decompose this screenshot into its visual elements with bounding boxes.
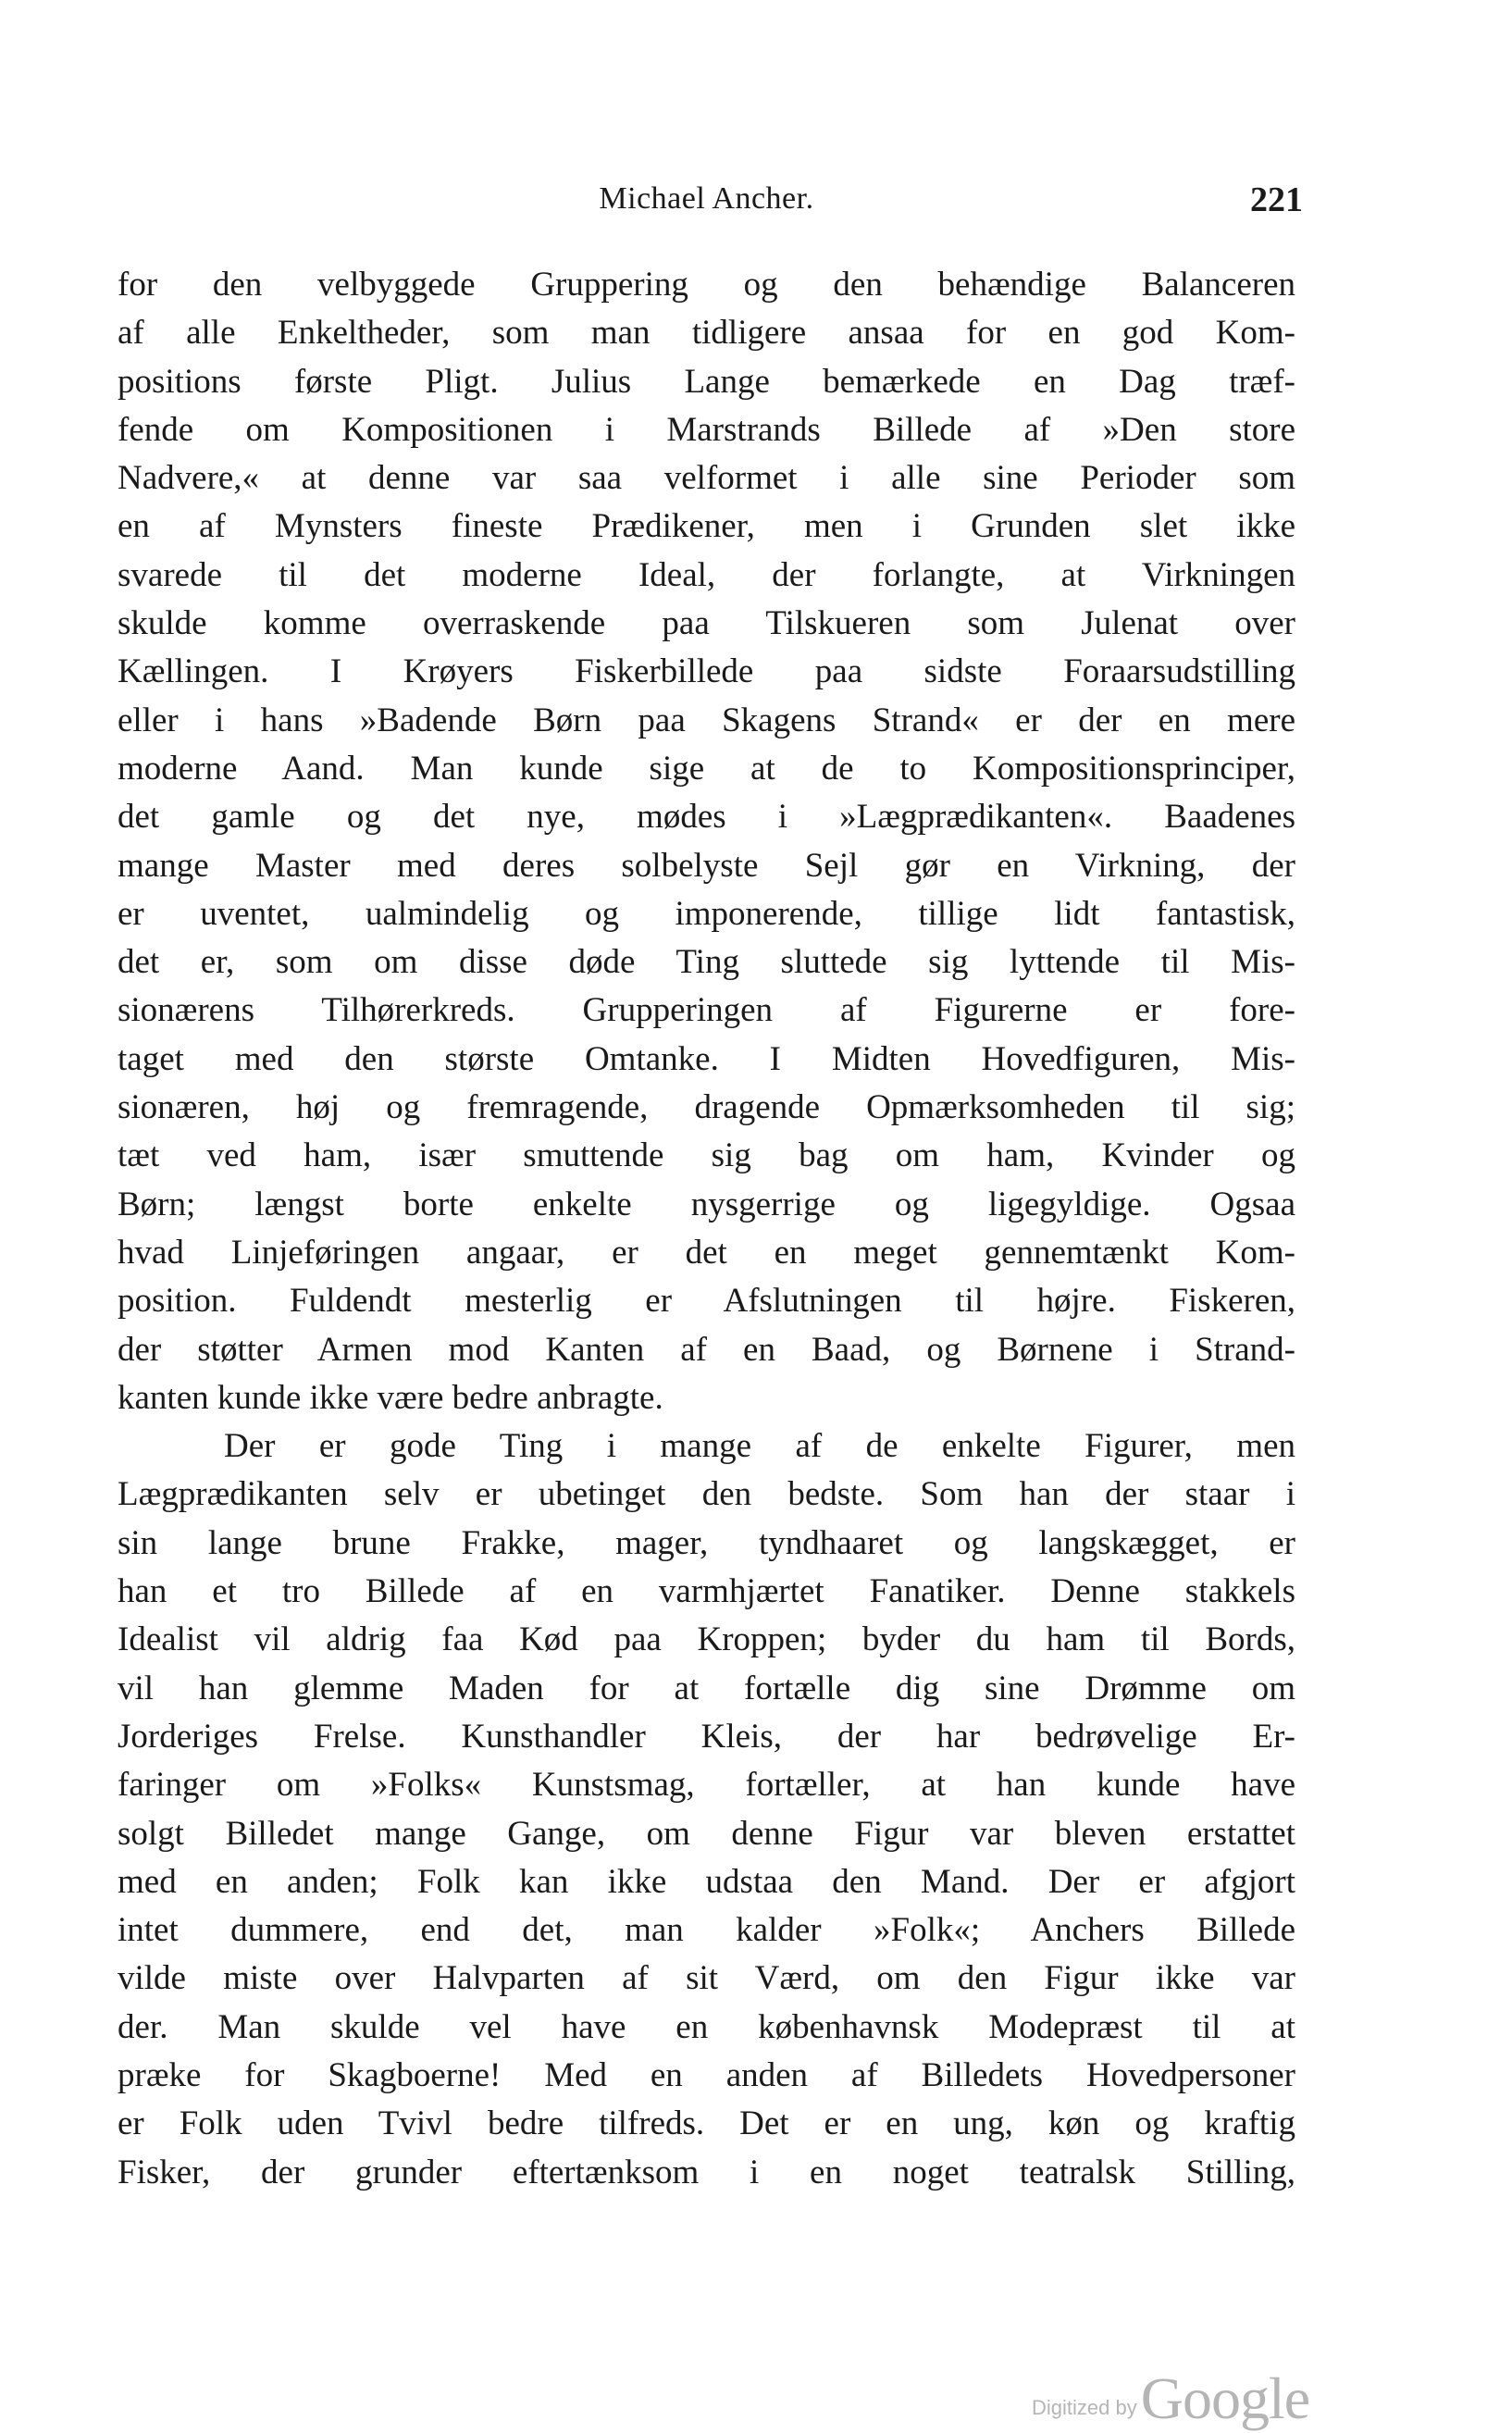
text-line: er Folk uden Tvivl bedre tilfreds. Det er en ung, køn og kraftig [118, 2104, 1295, 2143]
text-line: for den velbyggede Gruppering og den behændige Balanceren [118, 266, 1295, 304]
running-head [118, 180, 1303, 222]
watermark-prefix: Digitized by [1032, 2396, 1137, 2419]
text-line: kanten kunde ikke være bedre anbragte. [118, 1378, 663, 1417]
text-line: er uventet, ualmindelig og imponerende, tillige lidt fantastisk, [118, 894, 1295, 933]
body-text [118, 261, 1295, 2197]
text-line: taget med den største Omtanke. I Midten Hovedfiguren, Mis- [118, 1039, 1295, 1078]
text-line: Lægprædikanten selv er ubetinget den bedste. Som han der staar i [118, 1475, 1295, 1514]
text-line: skulde komme overraskende paa Tilskueren som Julenat over [118, 604, 1295, 643]
text-line: hvad Linjeføringen angaar, er det en meget gennemtænkt Kom- [118, 1233, 1295, 1272]
running-title: Michael Ancher. [599, 181, 814, 216]
text-line: Jorderiges Frelse. Kunsthandler Kleis, der har bedrøvelige Er- [118, 1717, 1295, 1756]
text-line: præke for Skagboerne! Med en anden af Billedets Hovedpersoner [118, 2055, 1295, 2094]
text-line: Fisker, der grunder eftertænksom i en noget teatralsk Stilling, [118, 2153, 1295, 2191]
text-line: Idealist vil aldrig faa Kød paa Kroppen; byder du ham til Bords, [118, 1620, 1295, 1659]
text-line: det er, som om disse døde Ting sluttede sig lyttende til Mis- [118, 943, 1295, 982]
text-line: fende om Kompositionen i Marstrands Billede af »Den store [118, 410, 1295, 449]
text-line: af alle Enkeltheder, som man tidligere ansaa for en god Kom- [118, 314, 1295, 353]
text-line: der støtter Armen mod Kanten af en Baad, og Børnene i Strand- [118, 1330, 1295, 1369]
text-line: svarede til det moderne Ideal, der forlangte, at Virkningen [118, 555, 1295, 594]
paragraph [118, 261, 1295, 1422]
text-line: vil han glemme Maden for at fortælle dig sine Drømme om [118, 1669, 1295, 1707]
text-line: Nadvere,« at denne var saa velformet i alle sine Perioder som [118, 459, 1295, 498]
page-number: 221 [1250, 180, 1303, 219]
text-line: med en anden; Folk kan ikke udstaa den Mand. Der er afgjort [118, 1862, 1295, 1901]
text-line: solgt Billedet mange Gange, om denne Figur var bleven erstattet [118, 1814, 1295, 1853]
text-line: en af Mynsters fineste Prædikener, men i Grunden slet ikke [118, 507, 1295, 546]
text-line: sionærens Tilhørerkreds. Grupperingen af Figurerne er fore- [118, 991, 1295, 1030]
text-line: Børn; længst borte enkelte nysgerrige og ligegyldige. Ogsaa [118, 1185, 1295, 1223]
text-line: tæt ved ham, især smuttende sig bag om ham, Kvinder og [118, 1136, 1295, 1175]
text-line: faringer om »Folks« Kunstsmag, fortæller, at han kunde have [118, 1766, 1295, 1805]
text-line: sionæren, høj og fremragende, dragende Opmærksomheden til sig; [118, 1088, 1295, 1127]
text-line: intet dummere, end det, man kalder »Folk«; Anchers Billede [118, 1911, 1295, 1950]
text-line: der. Man skulde vel have en københavnsk Modepræst til at [118, 2007, 1295, 2046]
digitized-by-google-watermark [1032, 2365, 1309, 2433]
text-line: eller i hans »Badende Børn paa Skagens Strand« er der en mere [118, 701, 1295, 739]
text-line: han et tro Billede af en varmhjærtet Fanatiker. Denne stakkels [118, 1572, 1295, 1611]
text-line: position. Fuldendt mesterlig er Afslutningen til højre. Fiskeren, [118, 1282, 1295, 1321]
paragraph [118, 1422, 1295, 2197]
text-line: vilde miste over Halvparten af sit Værd, om den Figur ikke var [118, 1959, 1295, 1998]
text-line: mange Master med deres solbelyste Sejl gør en Virkning, der [118, 846, 1295, 885]
watermark-brand-logo: Google [1140, 2365, 1310, 2431]
text-line: positions første Pligt. Julius Lange bemærkede en Dag træf- [118, 362, 1295, 401]
text-line: det gamle og det nye, mødes i »Lægprædikanten«. Baadenes [118, 798, 1295, 837]
text-line: moderne Aand. Man kunde sige at de to Kompositionsprinciper, [118, 749, 1295, 788]
text-line: Kællingen. I Krøyers Fiskerbillede paa sidste Foraarsudstilling [118, 652, 1295, 691]
text-line: sin lange brune Frakke, mager, tyndhaaret og langskægget, er [118, 1523, 1295, 1562]
text-line: Der er gode Ting i mange af de enkelte Figurer, men [224, 1427, 1295, 1466]
